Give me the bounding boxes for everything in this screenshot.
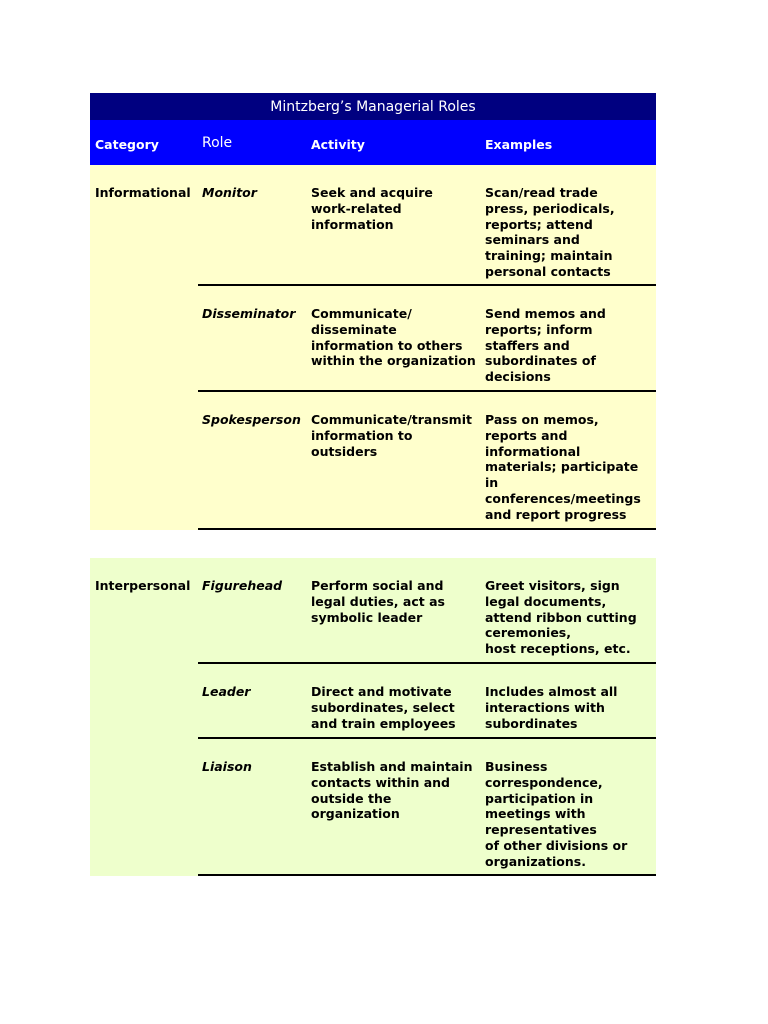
row-divider (198, 874, 656, 876)
activity-cell: Direct and motivate subordinates, select and train employees (311, 684, 456, 731)
table-row (90, 739, 656, 876)
activity-cell: Perform social and legal duties, act as symbolic leader (311, 578, 445, 625)
role-cell: Liaison (202, 759, 252, 774)
activity-cell: Seek and acquire work-related information (311, 185, 433, 232)
header-activity: Activity (311, 137, 365, 152)
managerial-roles-table (90, 93, 656, 876)
table-header-row (90, 120, 656, 165)
activity-cell: Establish and maintain contacts within and outside the organization (311, 759, 473, 822)
examples-cell: Send memos and reports; inform staffers and subordinates of decisions (485, 306, 606, 385)
table-title (90, 93, 656, 120)
examples-cell: Pass on memos, reports and informational materials; participate in conferences/meetings and report progress (485, 412, 641, 522)
table-row (90, 392, 656, 530)
category-cell: Interpersonal (95, 578, 191, 593)
table-title-text: Mintzberg’s Managerial Roles (270, 98, 476, 115)
table-row (90, 165, 656, 286)
examples-cell: Greet visitors, sign legal documents, attend ribbon cutting ceremonies, host receptions, etc. (485, 578, 637, 657)
category-cell: Informational (95, 185, 191, 200)
role-cell: Spokesperson (202, 412, 301, 427)
section-informational (90, 165, 656, 530)
role-cell: Disseminator (202, 306, 296, 321)
header-category: Category (95, 137, 159, 152)
header-role: Role (202, 135, 233, 151)
role-cell: Monitor (202, 185, 257, 200)
section-interpersonal (90, 558, 656, 876)
row-divider (198, 528, 656, 530)
examples-cell: Business correspondence, participation in meetings with representatives of other divisions or organizations. (485, 759, 628, 869)
examples-cell: Includes almost all interactions with subordinates (485, 684, 618, 731)
table-row (90, 664, 656, 739)
section-spacer (90, 530, 656, 558)
activity-cell: Communicate/transmit information to outsiders (311, 412, 472, 459)
table-row (90, 286, 656, 392)
examples-cell: Scan/read trade press, periodicals, reports; attend seminars and training; maintain personal contacts (485, 185, 615, 279)
table-row (90, 558, 656, 664)
header-examples: Examples (485, 137, 553, 152)
role-cell: Leader (202, 684, 251, 699)
role-cell: Figurehead (202, 578, 283, 593)
activity-cell: Communicate/ disseminate information to others within the organization (311, 306, 476, 369)
